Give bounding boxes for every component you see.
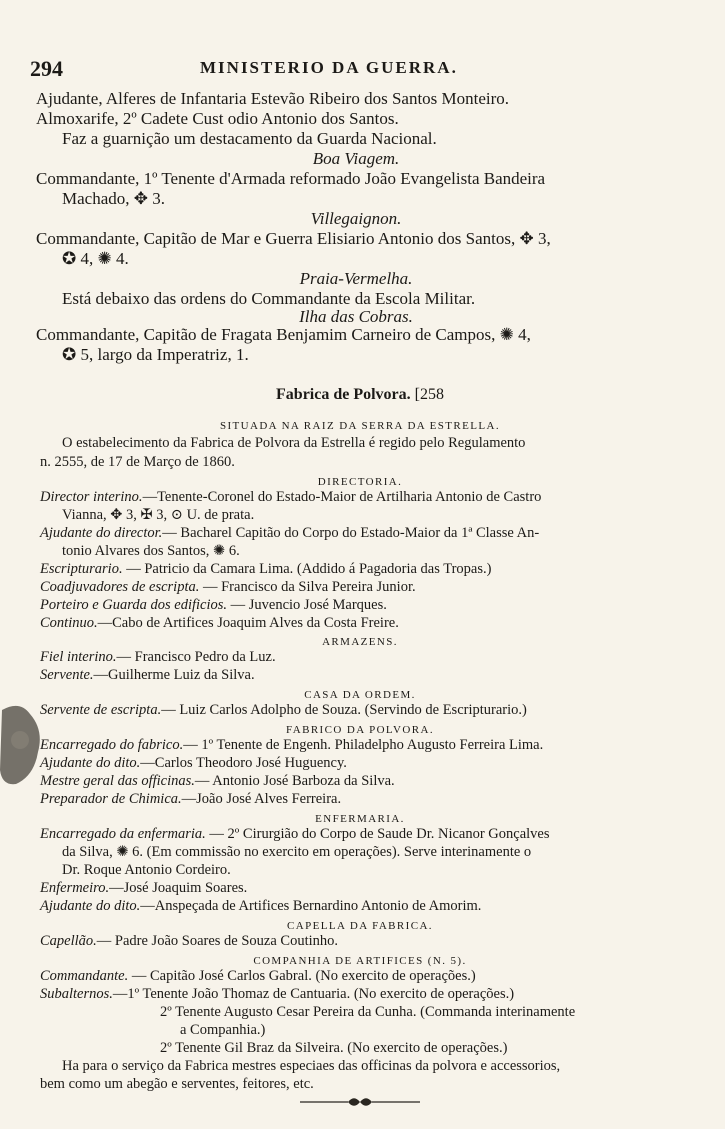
entry-text: —João José Alves Ferreira. (181, 791, 342, 807)
role-label: Capellão. (40, 933, 97, 949)
entry-text: — 1º Tenente de Engenh. Philadelpho Augusto Ferreira Lima. (183, 737, 544, 753)
role-label: Ajudante do director. (40, 525, 163, 541)
heading-companhia: COMPANHIA DE ARTIFICES (N. 5). (253, 955, 467, 967)
heading-armazens: ARMAZENS. (322, 636, 398, 648)
role-label: Ajudante do dito. (40, 755, 141, 771)
heading-directoria: DIRECTORIA. (317, 476, 403, 488)
line-villegaignon-commandante: Commandante, Capitão de Mar e Guerra Elisiario Antonio dos Santos, ✥ 3, (36, 229, 551, 248)
role-label: Subalternos. (40, 986, 113, 1002)
role-label: Preparador de Chimica. (40, 791, 182, 807)
section-ref: [258 (414, 386, 444, 403)
entry-escripturario (40, 560, 680, 579)
entry-ajudante-director-cont: tonio Alvares dos Santos, ✺ 6. (62, 543, 240, 559)
line-boa-viagem-commandante: Commandante, 1º Tenente d'Armada reformado João Evangelista Bandeira (36, 169, 546, 188)
entry-ajudante-director (40, 524, 680, 543)
entry-encarregado-enfermaria (40, 825, 680, 844)
line-praia-vermelha: Está debaixo das ordens do Commandante da Escola Militar. (62, 289, 476, 308)
page-number: 294 (30, 56, 63, 81)
margin-stamp (0, 700, 44, 786)
entry-commandante-companhia (40, 967, 680, 986)
line-ilha-commandante: Commandante, Capitão de Fragata Benjamim Carneiro de Campos, ✺ 4, (36, 325, 531, 344)
entry-coadjuvadores (40, 578, 680, 597)
page-header (30, 56, 690, 82)
entry-servente (40, 666, 680, 685)
role-label: Servente. (40, 667, 94, 683)
running-title: MINISTERIO DA GUERRA. (200, 58, 458, 77)
role-label: Encarregado da enfermaria. (40, 826, 206, 842)
heading-fabrico: FABRICO DA POLVORA. (286, 724, 434, 736)
heading-praia-vermelha: Praia-Vermelha. (299, 269, 413, 288)
entry-text: — 2º Cirurgião do Corpo de Saude Dr. Nicanor Gonçalves (205, 826, 550, 842)
entry-text: —José Joaquim Soares. (109, 880, 248, 896)
intro-line-2: n. 2555, de 17 de Março de 1860. (40, 454, 235, 470)
line-guarnicao: Faz a guarnição um destacamento da Guarda Nacional. (62, 129, 437, 148)
entry-capellao (40, 932, 680, 951)
line-ajudante: Ajudante, Alferes de Infantaria Estevão Ribeiro dos Santos Monteiro. (36, 89, 510, 108)
heading-capella: CAPELLA DA FABRICA. (287, 920, 433, 932)
entry-fiel (40, 648, 680, 667)
entry-text: — Antonio José Barboza da Silva. (194, 773, 395, 789)
entry-text: —Cabo de Artifices Joaquim Alves da Costa Freire. (97, 615, 399, 631)
entry-ajudante-enfermaria (40, 897, 680, 916)
role-label: Coadjuvadores de escripta. (40, 579, 200, 595)
entry-text: — Patricio da Camara Lima. (Addido á Pagadoria das Tropas.) (122, 561, 492, 577)
entry-text: — Luiz Carlos Adolpho de Souza. (Servindo de Escripturario.) (161, 702, 527, 718)
entry-servente-escripta (40, 701, 680, 720)
section-title-text: Fabrica de Polvora. (276, 386, 411, 403)
entry-director (40, 488, 680, 507)
role-label: Porteiro e Guarda dos edificios. (40, 597, 228, 613)
intro-line-1: O estabelecimento da Fabrica de Polvora da Estrella é regido pelo Regulamento (62, 435, 526, 451)
role-label: Ajudante do dito. (40, 898, 141, 914)
entry-preparador (40, 790, 680, 809)
line-villegaignon-cont: ✪ 4, ✺ 4. (62, 249, 129, 268)
heading-boa-viagem: Boa Viagem. (312, 149, 400, 168)
entry-text: —Carlos Theodoro José Huguency. (140, 755, 347, 771)
entry-continuo (40, 614, 680, 633)
role-label: Enfermeiro. (40, 880, 110, 896)
heading-ilha-das-cobras: Ilha das Cobras. (299, 307, 413, 326)
entry-text: — Juvencio José Marques. (227, 597, 387, 613)
entry-enfermaria-cont-1: da Silva, ✺ 6. (Em commissão no exercito em operações). Serve interinamente o (62, 844, 532, 860)
role-label: Mestre geral das officinas. (40, 773, 195, 789)
role-label: Fiel interino. (40, 649, 117, 665)
entry-text: —Guilherme Luiz da Silva. (93, 667, 255, 683)
ornament-flourish (348, 1098, 372, 1106)
closing-line-1: Ha para o serviço da Fabrica mestres especiaes das officinas da polvora e accessorios, (62, 1058, 561, 1074)
entry-porteiro (40, 596, 680, 615)
role-label: Director interino. (40, 489, 143, 505)
entry-text: — Padre João Soares de Souza Coutinho. (96, 933, 339, 949)
entry-subalternos (40, 985, 680, 1004)
entry-subalterno-3: 2º Tenente Gil Braz da Silveira. (No exercito de operações.) (160, 1040, 508, 1056)
entry-enfermeiro (40, 879, 680, 898)
entry-text: —Tenente-Coronel do Estado-Maior de Artilharia Antonio de Castro (142, 489, 542, 505)
role-label: Commandante. (40, 968, 129, 984)
closing-line-2: bem como um abegão e serventes, feitores, etc. (40, 1076, 314, 1092)
line-boa-viagem-cont: Machado, ✥ 3. (62, 189, 165, 208)
role-label: Encarregado do fabrico. (40, 737, 184, 753)
line-ilha-cont: ✪ 5, largo da Imperatriz, 1. (62, 345, 249, 364)
role-label: Servente de escripta. (40, 702, 162, 718)
entry-text: — Francisco Pedro da Luz. (116, 649, 276, 665)
heading-villegaignon: Villegaignon. (310, 209, 402, 228)
heading-enfermaria: ENFERMARIA. (315, 813, 405, 825)
entry-text: —1º Tenente João Thomaz de Cantuaria. (No exercito de operações.) (112, 986, 515, 1002)
entry-director-cont: Vianna, ✥ 3, ✠ 3, ⊙ U. de prata. (62, 507, 255, 523)
entry-subalterno-2-cont: a Companhia.) (180, 1022, 266, 1038)
entry-text: — Bacharel Capitão do Corpo do Estado-Maior da 1ª Classe An- (162, 525, 540, 541)
role-label: Continuo. (40, 615, 98, 631)
entry-text: — Capitão José Carlos Gabral. (No exercito de operações.) (128, 968, 476, 984)
entry-enfermaria-cont-2: Dr. Roque Antonio Cordeiro. (62, 862, 231, 878)
section-title (40, 386, 680, 405)
entry-encarregado-fabrico (40, 736, 680, 755)
section-subtitle: SITUADA NA RAIZ DA SERRA DA ESTRELLA. (219, 420, 501, 432)
entry-ajudante-fabrico (40, 754, 680, 773)
entry-text: —Anspeçada de Artifices Bernardino Antonio de Amorim. (140, 898, 482, 914)
role-label: Escripturario. (40, 561, 123, 577)
heading-casa-da-ordem: CASA DA ORDEM. (304, 689, 416, 701)
line-almoxarife: Almoxarife, 2º Cadete Cust odio Antonio dos Santos. (36, 109, 399, 128)
entry-text: — Francisco da Silva Pereira Junior. (199, 579, 416, 595)
ornament-divider (300, 1096, 420, 1108)
entry-mestre-geral (40, 772, 680, 791)
entry-subalterno-2: 2º Tenente Augusto Cesar Pereira da Cunha. (Commanda interinamente (160, 1004, 576, 1020)
